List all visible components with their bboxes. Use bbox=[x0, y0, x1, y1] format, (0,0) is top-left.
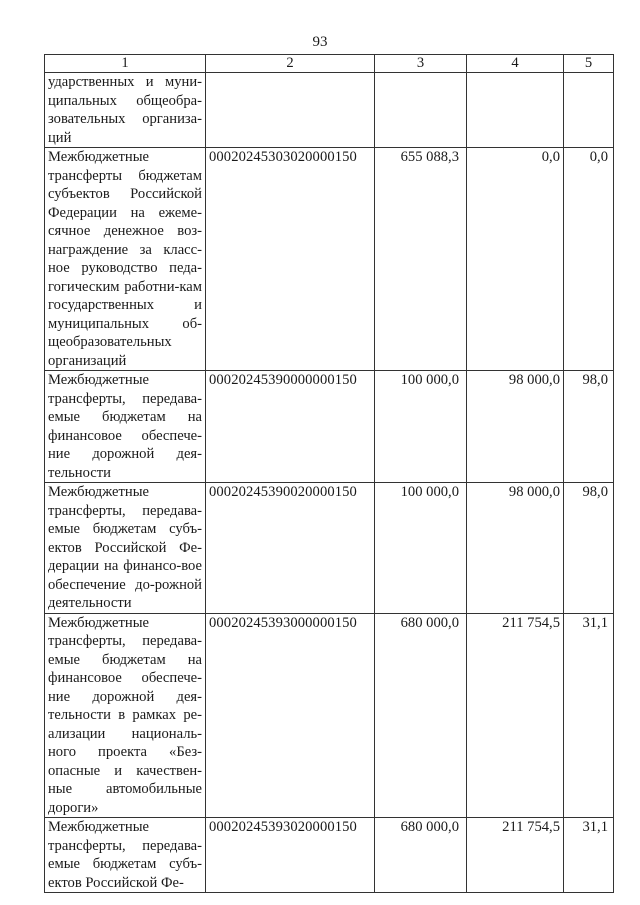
table-row bbox=[45, 818, 614, 893]
row-name-cell: Межбюджетные трансферты, передава-емые бюджетам на финансовое обеспече-ние дорожной дея-тельности в рамках ре-ализации националь-ного проекта «Без-опасные и качествен-ные автомобильные дороги» bbox=[45, 613, 206, 818]
row-percent-cell: 0,0 bbox=[564, 148, 614, 371]
row-executed-cell: 98 000,0 bbox=[467, 483, 564, 614]
column-header-3: 3 bbox=[375, 55, 467, 73]
row-executed-cell: 0,0 bbox=[467, 148, 564, 371]
row-code-cell bbox=[206, 73, 375, 148]
column-header-4: 4 bbox=[467, 55, 564, 73]
row-percent-cell bbox=[564, 73, 614, 148]
row-planned-cell: 655 088,3 bbox=[375, 148, 467, 371]
table-row bbox=[45, 371, 614, 483]
row-executed-cell bbox=[467, 73, 564, 148]
row-name-cell: Межбюджетные трансферты, передава-емые бюджетам субъ-ектов Российской Фе- bbox=[45, 818, 206, 893]
budget-table bbox=[44, 54, 614, 893]
row-code-cell: 00020245393020000150 bbox=[206, 818, 375, 893]
row-code-cell: 00020245393000000150 bbox=[206, 613, 375, 818]
row-planned-cell: 680 000,0 bbox=[375, 818, 467, 893]
row-percent-cell: 31,1 bbox=[564, 818, 614, 893]
row-code-cell: 00020245390000000150 bbox=[206, 371, 375, 483]
row-name-cell: Межбюджетные трансферты бюджетам субъектов Российской Федерации на ежеме-сячное денежное воз-награждение за класс-ное руководство педа-гогическим работни-кам государственных и муниципальных об-щеобразовательных организаций bbox=[45, 148, 206, 371]
row-planned-cell bbox=[375, 73, 467, 148]
row-percent-cell: 31,1 bbox=[564, 613, 614, 818]
table-row bbox=[45, 73, 614, 148]
column-header-2: 2 bbox=[206, 55, 375, 73]
row-percent-cell: 98,0 bbox=[564, 483, 614, 614]
row-name-cell: Межбюджетные трансферты, передава-емые бюджетам на финансовое обеспече-ние дорожной дея-тельности bbox=[45, 371, 206, 483]
row-planned-cell: 100 000,0 bbox=[375, 483, 467, 614]
row-executed-cell: 211 754,5 bbox=[467, 613, 564, 818]
column-header-1: 1 bbox=[45, 55, 206, 73]
row-code-cell: 00020245303020000150 bbox=[206, 148, 375, 371]
row-name-cell: Межбюджетные трансферты, передава-емые бюджетам субъ-ектов Российской Фе-дерации на финансо-вое обеспечение до-рожной деятельности bbox=[45, 483, 206, 614]
row-name-cell: ударственных и муни-ципальных общеобра-зовательных организа-ций bbox=[45, 73, 206, 148]
table-row bbox=[45, 148, 614, 371]
table-row bbox=[45, 483, 614, 614]
row-planned-cell: 100 000,0 bbox=[375, 371, 467, 483]
row-executed-cell: 98 000,0 bbox=[467, 371, 564, 483]
column-header-5: 5 bbox=[564, 55, 614, 73]
row-executed-cell: 211 754,5 bbox=[467, 818, 564, 893]
row-planned-cell: 680 000,0 bbox=[375, 613, 467, 818]
page-number: 93 bbox=[312, 34, 328, 50]
row-percent-cell: 98,0 bbox=[564, 371, 614, 483]
row-code-cell: 00020245390020000150 bbox=[206, 483, 375, 614]
table-header-row bbox=[45, 55, 614, 73]
table-row bbox=[45, 613, 614, 818]
